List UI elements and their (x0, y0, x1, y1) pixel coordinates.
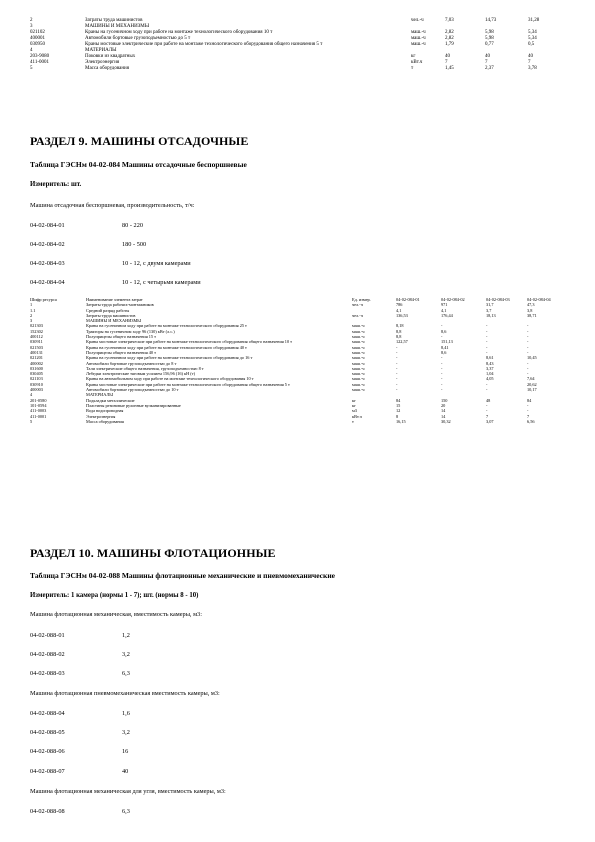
table-cell: - (441, 371, 443, 377)
table-cell: 5 (30, 418, 33, 424)
table-cell: 3 (30, 24, 33, 29)
table-cell: 7 (528, 60, 531, 65)
table-cell: МАТЕРИАЛЫ (85, 48, 117, 53)
norm-value: 1,6 (122, 710, 130, 717)
table-cell: 411-0001 (30, 413, 47, 419)
table-cell: 40 (445, 54, 450, 59)
table-cell: кг (352, 397, 356, 403)
table-cell: 6,56 (527, 418, 535, 424)
table-row (30, 66, 570, 72)
table-cell: кг (411, 54, 416, 59)
table-cell: 47,3 (527, 302, 535, 308)
table-cell: - (527, 360, 529, 366)
table-cell: Краны мостовые электрические при работе на монтаже технологического оборудования общего назначения 5 т (86, 381, 290, 387)
table-cell: маш.-ч (352, 371, 365, 377)
table-cell: 7 (485, 60, 488, 65)
table-cell: 7 (527, 413, 530, 419)
table-cell: 021102 (30, 30, 45, 35)
table-cell: маш.-ч (411, 42, 426, 47)
table-cell: 8,6 (441, 328, 447, 334)
table-cell: 10,45 (527, 355, 537, 361)
table-cell: - (486, 344, 488, 350)
table-cell: маш.-ч (411, 30, 426, 35)
table-cell: - (396, 360, 398, 366)
table-cell: маш.-ч (352, 328, 365, 334)
table-cell: Шифр ресурса (30, 297, 57, 302)
table-cell: Электроэнергия (85, 60, 120, 65)
table-cell: - (527, 344, 529, 350)
table-cell: Полуприцепы общего назначения 40 т (86, 349, 157, 355)
table-cell: 030405 (30, 371, 43, 377)
table-cell: 411-0001 (30, 60, 49, 65)
norm-code: 04-02-084-03 (30, 260, 65, 267)
norm-code: 04-02-088-04 (30, 710, 65, 717)
table-cell: 030911 (30, 339, 43, 345)
table-cell: МАТЕРИАЛЫ (86, 392, 114, 398)
table-cell: 1,04 (486, 371, 494, 377)
table-cell: Поковки из квадратных (85, 54, 136, 59)
norm-code: 04-02-088-06 (30, 748, 65, 755)
table-cell: маш.-ч (352, 344, 365, 350)
table-cell: 31,28 (528, 18, 540, 23)
table-cell: 1 (30, 302, 33, 308)
table-cell: Полуприцепы общего назначения 15 т (86, 334, 157, 340)
table-cell: 14 (441, 413, 446, 419)
table-cell: - (527, 328, 529, 334)
table-cell: - (441, 360, 443, 366)
table-cell: 136,53 (396, 312, 408, 318)
table-cell: чел.-ч (352, 302, 363, 308)
table-cell: - (396, 349, 398, 355)
table-cell: 7 (486, 413, 489, 419)
norm-value: 3,2 (122, 729, 130, 736)
table-cell: 0,5 (528, 42, 535, 47)
top-resource-table (30, 18, 570, 72)
table-cell: 8,6 (441, 349, 447, 355)
table-cell: - (441, 365, 443, 371)
table-cell: - (396, 365, 398, 371)
table-cell: Тракторы на гусеничном ходу 96 (130) кВт (л.с.) (86, 328, 175, 334)
table-cell: - (396, 376, 398, 382)
table-cell: 8,61 (486, 355, 494, 361)
table-cell: кВт.ч (411, 60, 423, 65)
table-cell: 786 (396, 302, 403, 308)
table-cell: Электроэнергия (86, 413, 116, 419)
section-10-title: РАЗДЕЛ 10. МАШИНЫ ФЛОТАЦИОННЫЕ (30, 546, 276, 560)
table-cell: - (486, 334, 488, 340)
table-cell: Затраты труда машинистов (86, 312, 136, 318)
table-cell: маш.-ч (352, 360, 365, 366)
table-cell: 84 (396, 397, 401, 403)
table-cell: Краны на гусеничном ходу при работе на монтаже технологического оборудования 10 т (85, 30, 273, 35)
table-cell: 30,32 (441, 418, 451, 424)
table-cell: Затраты труда рабочих-монтажников (86, 302, 154, 308)
table-cell: 1,79 (445, 42, 454, 47)
norm-code: 04-02-088-03 (30, 670, 65, 677)
norm-value: 10 - 12, с двумя камерами (122, 260, 191, 267)
table-cell: 5 (30, 66, 33, 71)
table-cell: 18,13 (486, 312, 496, 318)
table-cell: - (527, 402, 529, 408)
table-cell: - (486, 349, 488, 355)
table-cell: 31,7 (486, 302, 494, 308)
table-cell: 3,37 (486, 365, 494, 371)
table-cell: 04-02-084-03 (486, 297, 510, 302)
table-cell: 400002 (30, 360, 43, 366)
table-cell: - (441, 387, 443, 393)
table-cell: - (527, 365, 529, 371)
table-cell: Краны на гусеничном ходу при работе на монтаже технологического оборудования 40 т (86, 344, 247, 350)
table-cell: 2,82 (445, 36, 454, 41)
table-cell: м3 (352, 408, 357, 414)
table-cell: 3 (30, 318, 33, 324)
table-cell: 04-02-084-01 (396, 297, 420, 302)
table-088-meter: Измеритель: 1 камера (нормы 1 - 7); шт. (нормы 8 - 10) (30, 592, 199, 599)
norm-code: 04-02-084-02 (30, 241, 65, 248)
table-cell: 3,07 (486, 418, 494, 424)
table-084-title: Таблица ГЭСНм 04-02-084 Машины отсадочные беспоршневые (30, 160, 247, 169)
table-cell: т (411, 66, 414, 71)
table-cell: Автомобили бортовые грузоподъемностью до 8 т (86, 360, 177, 366)
table-084-meter: Измеритель: шт. (30, 181, 82, 188)
table-cell: Лебедки электрические тяговым усилием 156,96 (16) кН (т) (86, 371, 196, 377)
table-cell: 7 (445, 60, 448, 65)
table-cell: 021103 (30, 376, 43, 382)
norm-value: 1,2 (122, 632, 130, 639)
table-cell: 400131 (30, 349, 43, 355)
table-cell: - (527, 349, 529, 355)
table-cell: - (486, 387, 488, 393)
table-cell: - (441, 334, 443, 340)
table-cell: Краны на автомобильном ходу при работе на монтаже технологического оборудования 10 т (86, 376, 254, 382)
table-cell: Масса оборудования (85, 66, 130, 71)
table-cell: 8 (396, 413, 399, 419)
table-cell: 15 (396, 402, 401, 408)
table-cell: МАШИНЫ И МЕХАНИЗМЫ (85, 24, 150, 29)
table-cell: 203-9080 (30, 54, 50, 59)
norm-code: 04-02-084-04 (30, 279, 65, 286)
table-cell: 021303 (30, 323, 43, 329)
table-cell: 14,73 (485, 18, 497, 23)
table-cell: маш.-ч (352, 355, 365, 361)
table-cell: 8,43 (486, 360, 494, 366)
table-cell: - (441, 376, 443, 382)
norm-code: 04-02-088-05 (30, 729, 65, 736)
table-cell: 176,44 (441, 312, 453, 318)
table-cell: 3,7 (486, 307, 492, 313)
table-cell: Масса оборудования (86, 418, 124, 424)
table-cell: маш.-ч (352, 323, 365, 329)
table-cell: - (396, 387, 398, 393)
table-cell: 12 (396, 408, 401, 414)
norm-code: 04-02-088-01 (30, 632, 65, 639)
table-cell: 021503 (30, 344, 43, 350)
table-cell: 14 (441, 408, 446, 414)
table-cell: Подкладки металлические (86, 397, 135, 403)
table-cell: 8,41 (441, 344, 449, 350)
norm-code: 04-02-088-07 (30, 768, 65, 775)
table-cell: Краны мостовые электрические при работе на монтаже технологического оборудования общего назначения 5 т (85, 42, 323, 47)
table-cell: 101-0594 (30, 402, 47, 408)
table-cell: 20,62 (527, 381, 537, 387)
table-cell: маш.-ч (352, 381, 365, 387)
table-cell: 7,64 (527, 376, 535, 382)
table-cell: 150 (441, 397, 448, 403)
table-cell: 7,03 (445, 18, 454, 23)
norm-value: 10 - 12, с четырьмя камерами (122, 279, 201, 286)
table-cell: 40 (528, 54, 533, 59)
table-cell: 3,8 (527, 307, 533, 313)
table-cell: 38,71 (527, 312, 537, 318)
table-cell: - (527, 323, 529, 329)
table-cell: 40 (485, 54, 490, 59)
table-cell: маш.-ч (411, 36, 426, 41)
table-cell: - (441, 381, 443, 387)
table-cell: маш.-ч (352, 365, 365, 371)
table-cell: 400003 (30, 387, 43, 393)
table-cell: 152302 (30, 328, 43, 334)
table-cell: 84 (527, 397, 532, 403)
norm-value: 6,3 (122, 670, 130, 677)
table-cell: 8,18 (396, 323, 404, 329)
table-cell: 5,98 (485, 36, 494, 41)
table-cell: 2,37 (485, 66, 494, 71)
table-088-desc-2: Машина флотационная пневмомеханическая вместимость камеры, м3: (30, 690, 220, 697)
norm-value: 3,2 (122, 651, 130, 658)
table-cell: 4,1 (441, 307, 447, 313)
table-cell: 10,17 (527, 387, 537, 393)
table-cell: 8,8 (396, 328, 402, 334)
table-cell: Краны на гусеничном ходу при работе на монтаже технологического оборудования до 16 т (86, 355, 253, 361)
table-cell: 20 (441, 402, 446, 408)
table-088-desc-1: Машина флотационная механическая, вместимость камеры, м3: (30, 611, 202, 618)
norm-value: 16 (122, 748, 129, 755)
table-cell: - (486, 339, 488, 345)
table-cell: 4,1 (396, 307, 402, 313)
table-cell: 48 (486, 397, 491, 403)
table-cell: 4 (30, 392, 33, 398)
norm-value: 6,3 (122, 808, 130, 815)
table-cell: кВт.ч (352, 413, 362, 419)
table-cell: 411-0003 (30, 408, 47, 414)
table-cell: - (527, 408, 529, 414)
table-cell: 2,82 (445, 30, 454, 35)
section-9-title: РАЗДЕЛ 9. МАШИНЫ ОТСАДОЧНЫЕ (30, 134, 249, 148)
table-cell: маш.-ч (352, 387, 365, 393)
norm-code: 04-02-088-08 (30, 808, 65, 815)
table-cell: Затраты труда машинистов (85, 18, 143, 23)
table-cell: Краны мостовые электрические при работе на монтаже технологического оборудования общего назначения 10 т (86, 339, 293, 345)
table-cell: 2 (30, 18, 33, 23)
table-row (30, 419, 568, 424)
table-088-title: Таблица ГЭСНм 04-02-088 Машины флотационные механические и пневмомеханические (30, 571, 335, 580)
table-cell: - (486, 323, 488, 329)
table-cell: 04-02-084-02 (441, 297, 465, 302)
table-cell: 0,77 (485, 42, 494, 47)
table-088-desc-3: Машина флотационная механическая для угля, вместимость камеры, м3: (30, 788, 226, 795)
resource-table-084 (30, 297, 568, 424)
table-cell: - (396, 371, 398, 377)
table-cell: 030950 (30, 42, 45, 47)
table-cell: 1,45 (445, 66, 454, 71)
table-cell: маш.-ч (352, 376, 365, 382)
table-cell: маш.-ч (352, 334, 365, 340)
norm-value: 180 - 500 (122, 241, 147, 248)
table-cell: 5,34 (528, 36, 537, 41)
table-cell: 030910 (30, 381, 43, 387)
table-cell: кг (352, 402, 356, 408)
table-cell: Вода водопроводная (86, 408, 124, 414)
table-cell: Средний разряд работы (86, 307, 130, 313)
table-cell: 400001 (30, 36, 45, 41)
table-cell: - (527, 371, 529, 377)
table-cell: 5,34 (528, 30, 537, 35)
norm-value: 40 (122, 768, 129, 775)
table-cell: 04-02-084-04 (527, 297, 551, 302)
table-cell: Автомобили бортовые грузоподъемностью до 5 т (85, 36, 191, 41)
table-cell: чел.-ч (411, 18, 424, 23)
table-cell: - (527, 334, 529, 340)
table-cell: 151,13 (441, 339, 453, 345)
table-cell: маш.-ч (352, 349, 365, 355)
table-cell: - (527, 339, 529, 345)
table-cell: МАШИНЫ И МЕХАНИЗМЫ (86, 318, 142, 324)
table-cell: 4 (30, 48, 33, 53)
table-cell: Краны на гусеничном ходу при работе на монтаже технологического оборудования 25 т (86, 323, 247, 329)
table-cell: чел.-ч (352, 312, 363, 318)
table-cell: 122,57 (396, 339, 408, 345)
table-cell: - (441, 355, 443, 361)
table-cell: 3,78 (528, 66, 537, 71)
table-cell: 201-0580 (30, 397, 47, 403)
table-cell: Ед. измер. (352, 297, 371, 302)
table-cell: 971 (441, 302, 448, 308)
table-cell: 2 (30, 312, 33, 318)
table-cell: маш.-ч (352, 339, 365, 345)
norm-value: 80 - 220 (122, 222, 143, 229)
table-cell: 4,05 (486, 376, 494, 382)
table-cell: Тали электрические общего назначения, грузоподъемностью 8 т (86, 365, 204, 371)
table-cell: - (396, 344, 398, 350)
norm-code: 04-02-088-02 (30, 651, 65, 658)
table-cell: - (486, 381, 488, 387)
table-cell: - (486, 328, 488, 334)
table-cell: - (396, 381, 398, 387)
table-cell: 400112 (30, 334, 43, 340)
table-cell: 1.1 (30, 307, 36, 313)
table-cell: т (352, 418, 354, 424)
table-cell: 021201 (30, 355, 43, 361)
table-cell: - (486, 402, 488, 408)
norm-code: 04-02-084-01 (30, 222, 65, 229)
table-cell: - (486, 408, 488, 414)
table-cell: Пластины резиновые рулонные вулканизированные (86, 402, 181, 408)
table-cell: 5,98 (485, 30, 494, 35)
table-084-desc: Машина отсадочная беспоршневая, производительность, т/ч: (30, 202, 195, 209)
table-cell: 8,8 (396, 334, 402, 340)
table-cell: - (441, 323, 443, 329)
table-cell: 031600 (30, 365, 43, 371)
table-cell: Наименование элемента затрат (86, 297, 143, 302)
table-cell: Автомобили бортовые грузоподъемностью до 10 т (86, 387, 179, 393)
table-cell: - (396, 355, 398, 361)
table-cell: 16,15 (396, 418, 406, 424)
